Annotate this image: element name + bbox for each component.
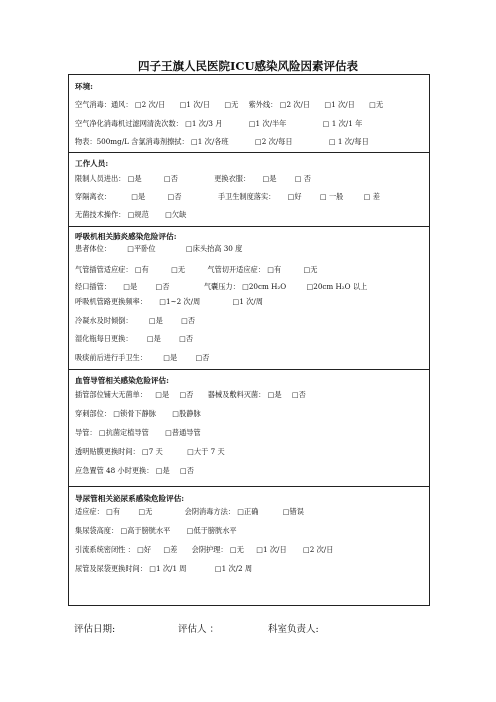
cauti-bag-height-row: 集尿袋高度： □高于膀胱水平 □低于膀胱水平 xyxy=(75,526,237,535)
section-heading: 血管导管相关感染危险评估: xyxy=(75,376,169,385)
staff-aseptic-row: 无菌技术操作： □规范 □欠缺 xyxy=(75,210,187,219)
section-vap-risk xyxy=(69,227,429,370)
staff-gown-row: 穿隔离衣： □是 □否 手卫生制度落实： □好 □ 一般 □ 差 xyxy=(75,192,380,201)
cauti-replacement-row: 尿管及尿袋更换时间： □1 次/1 周 □1 次/2 周 xyxy=(75,564,253,573)
cauti-indication-row: 适应症： □有 □无 会阴消毒方法： □正确 □错误 xyxy=(75,507,304,516)
department-head-label: 科室负责人: xyxy=(268,624,319,635)
vap-humidifier-row: 湿化瓶每日更换： □是 □否 xyxy=(75,334,194,343)
section-urinary-risk xyxy=(69,487,429,605)
form-title: 四子王旗人民医院ICU感染风险因素评估表 xyxy=(137,59,359,73)
env-filter-cleaning-row: 空气净化消毒机过滤网清洗次数： □1 次/3 月 □1 次/半年 □ 1 次/1 年 xyxy=(75,119,363,128)
section-catheter-risk xyxy=(69,370,429,487)
section-heading: 呼吸机相关肺炎感染危险评估: xyxy=(75,232,177,241)
crbsi-drape-row: 插管部位铺大无菌单： □是 □否 器械及敷料灭菌： □是 □否 xyxy=(75,390,306,399)
section-heading: 环境: xyxy=(75,82,93,91)
section-staff xyxy=(69,153,429,227)
crbsi-emergency-row: 应急置管 48 小时更换： □是 □否 xyxy=(75,466,194,475)
crbsi-dressing-row: 透明贴膜更换时间： □7 天 □大于 7 天 xyxy=(75,447,225,456)
staff-access-row: 限制人员进出： □是 □否 更换衣服： □是 □ 否 xyxy=(75,174,311,183)
vap-oral-cuff-row: 经口插管： □是 □否 气囊压力： □20cm H₂O □20cm H₂O 以上 xyxy=(75,282,368,291)
vap-position-row: 患者体位： □平卧位 □床头抬高 30 度 xyxy=(75,244,243,253)
env-air-disinfection-row: 空气消毒：通风： □2 次/日 □1 次/日 □无 紫外线： □2 次/日 □1 次/日 □无 xyxy=(75,100,384,109)
assessment-table xyxy=(68,74,430,606)
assessor-label: 评估人 ： xyxy=(178,624,220,635)
vap-suction-hand-row: 吸痰前后进行手卫生： □是 □否 xyxy=(75,353,210,362)
vap-circuit-row: 呼吸机管路更换频率： □1~2 次/周 □1 次/周 xyxy=(75,297,263,306)
section-environment xyxy=(69,75,429,153)
cauti-drainage-row: 引流系统密闭性 ： □好 □差 会阴护理： □无 □1 次/日 □2 次/日 xyxy=(75,545,334,554)
section-heading: 导尿管相关泌尿系感染危险评估: xyxy=(75,494,185,503)
vap-intubation-row: 气管插管适应症： □有 □无 气管切开适应症： □有 □无 xyxy=(75,265,318,274)
crbsi-site-row: 穿刺部位： □锁骨下静脉 □股静脉 xyxy=(75,409,201,418)
section-heading: 工作人员: xyxy=(75,159,109,168)
env-surface-wipe-row: 物表：500mg/L 含氯消毒剂擦拭： □1 次/各班 □2 次/每日 □ 1 次/每日 xyxy=(75,137,369,146)
vap-condensate-row: 冷凝水及时倾倒： □是 □否 xyxy=(75,316,196,325)
assessment-date-label: 评估日期: xyxy=(74,624,116,635)
crbsi-catheter-row: 导管： □抗菌定植导管 □普通导管 xyxy=(75,428,201,437)
